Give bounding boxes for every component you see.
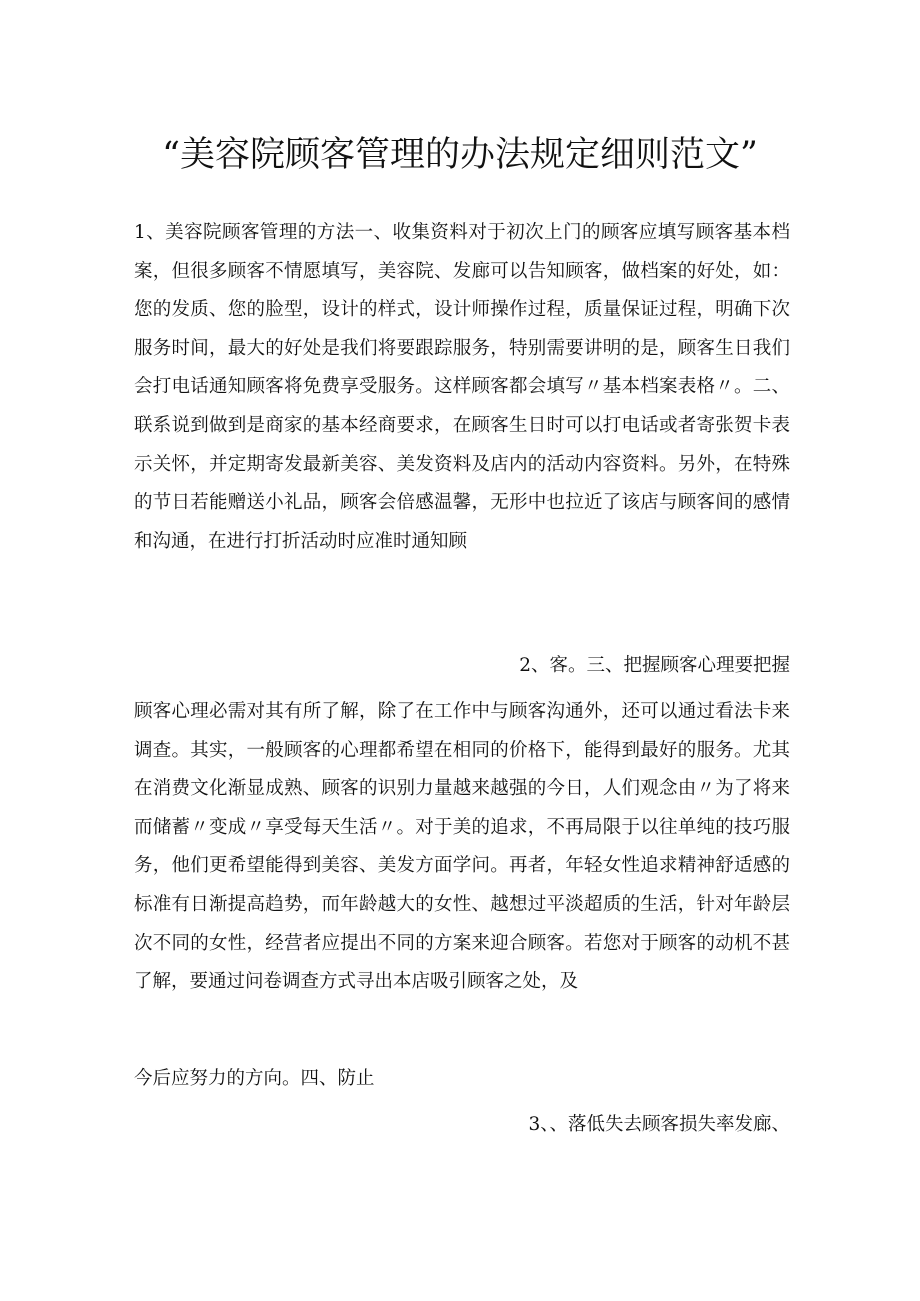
- paragraph-1: 1、美容院顾客管理的方法一、收集资料对于初次上门的顾客应填写顾客基本档案，但很多顾客不情愿填写，美容院、发廊可以告知顾客，做档案的好处，如：您的发质、您的脸型，设计的样式，设计师操作过程，质量保证过程，明确下次服务时间，最大的好处是我们将要跟踪服务，特别需要讲明的是，顾客生日我们会打电话通知顾客将免费享受服务。这样顾客都会填写〃基本档案表格〃。二、联系说到做到是商家的基本经商要求，在顾客生日时可以打电话或者寄张贺卡表示关怀，并定期寄发最新美容、美发资料及店内的活动内容资料。另外，在特殊的节日若能赠送小礼品，顾客会倍感温馨，无形中也拉近了该店与顾客间的感情和沟通，在进行打折活动时应准时通知顾: [134, 222, 790, 552]
- paragraph-2: 顾客心理必需对其有所了解，除了在工作中与顾客沟通外，还可以通过看法卡来调查。其实，一般顾客的心理都希望在相同的价格下，能得到最好的服务。尤其在消费文化渐显成熟、顾客的识别力量越来越强的今日，人们观念由〃为了将来而储蓄〃变成〃享受每天生活〃。对于美的追求，不再局限于以往单纯的技巧服务，他们更希望能得到美容、美发方面学问。再者，年轻女性追求精神舒适感的标准有日渐提高趋势，而年龄越大的女性、越想过平淡超质的生活，针对年龄层次不同的女性，经营者应提出不同的方案来迎合顾客。若您对于顾客的动机不甚了解，要通过问卷调查方式寻出本店吸引顾客之处，及: [134, 701, 790, 993]
- section-3-line: 3、、落低失去顾客损失率发廊、: [528, 1114, 790, 1135]
- document-title: “美容院顾客管理的办法规定细则范文”: [162, 135, 758, 175]
- section-2-line: 2、客。三、把握顾客心理要把握: [519, 655, 790, 676]
- paragraph-2-tail: 今后应努力的方向。四、防止: [134, 1068, 375, 1089]
